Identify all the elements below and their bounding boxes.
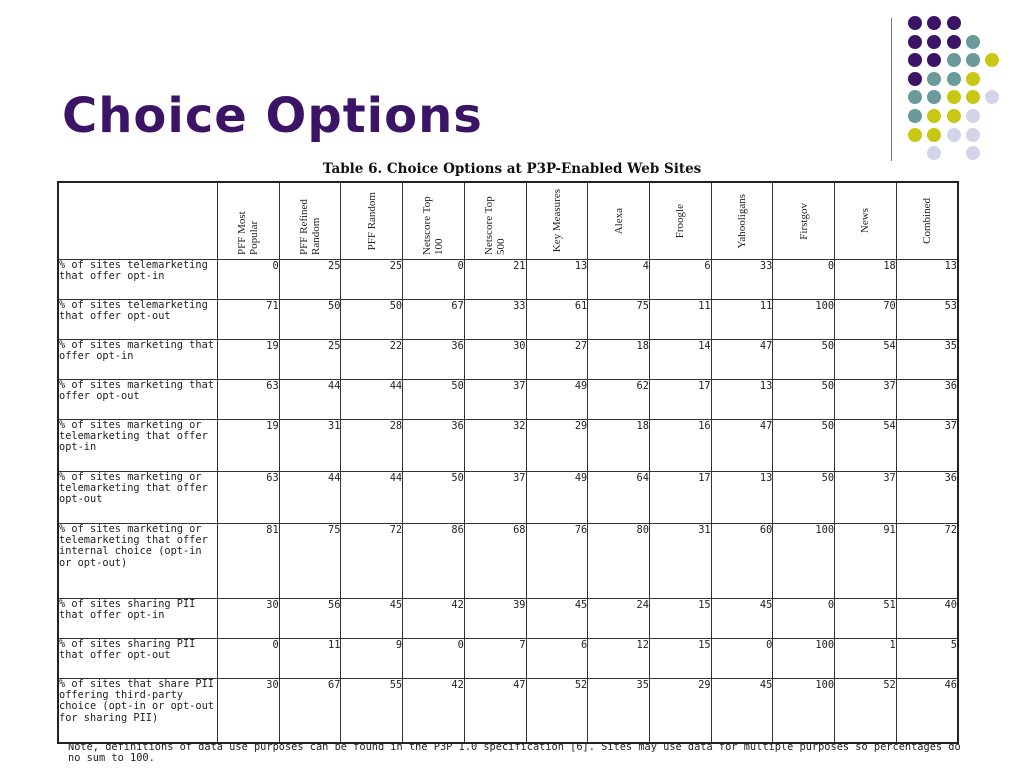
value-cell: 64 <box>588 472 650 524</box>
decorative-dot <box>908 90 922 104</box>
column-header-label: Netscore Top 100 <box>421 196 446 255</box>
value-cell: 54 <box>835 420 897 472</box>
decorative-dot <box>927 109 941 123</box>
column-header-label: Firstgov <box>797 202 810 240</box>
value-cell: 16 <box>649 420 711 472</box>
table-row <box>58 420 958 472</box>
column-header <box>588 182 650 260</box>
value-cell: 51 <box>835 599 897 639</box>
value-cell: 100 <box>773 679 835 743</box>
column-header-label: PFF Refined Random <box>298 199 323 255</box>
decorative-dot <box>985 53 999 67</box>
table-row <box>58 380 958 420</box>
choice-options-table <box>57 181 959 744</box>
decorative-dot <box>947 109 961 123</box>
value-cell: 37 <box>896 420 958 472</box>
value-cell: 52 <box>526 679 588 743</box>
decorative-dot <box>966 128 980 142</box>
table-row <box>58 472 958 524</box>
row-label: % of sites that share PII offering third-party choice (opt-in or opt-out for sharing PII) <box>58 679 218 743</box>
value-cell: 11 <box>279 639 341 679</box>
table-row <box>58 340 958 380</box>
column-header-label: PFF Most Popular <box>236 211 261 255</box>
decorative-dot <box>947 90 961 104</box>
value-cell: 50 <box>279 300 341 340</box>
value-cell: 36 <box>896 380 958 420</box>
value-cell: 21 <box>464 260 526 300</box>
decorative-dot-grid <box>0 0 1024 170</box>
value-cell: 46 <box>896 679 958 743</box>
value-cell: 17 <box>649 380 711 420</box>
value-cell: 100 <box>773 300 835 340</box>
value-cell: 0 <box>403 639 465 679</box>
value-cell: 44 <box>279 380 341 420</box>
value-cell: 54 <box>835 340 897 380</box>
value-cell: 91 <box>835 524 897 599</box>
table-row <box>58 524 958 599</box>
decorative-dot <box>966 35 980 49</box>
row-label: % of sites sharing PII that offer opt-out <box>58 639 218 679</box>
value-cell: 50 <box>773 472 835 524</box>
value-cell: 75 <box>588 300 650 340</box>
column-header <box>649 182 711 260</box>
column-header <box>896 182 958 260</box>
value-cell: 31 <box>279 420 341 472</box>
value-cell: 17 <box>649 472 711 524</box>
value-cell: 50 <box>403 380 465 420</box>
value-cell: 72 <box>341 524 403 599</box>
value-cell: 30 <box>218 679 280 743</box>
value-cell: 15 <box>649 639 711 679</box>
value-cell: 37 <box>464 380 526 420</box>
value-cell: 12 <box>588 639 650 679</box>
decorative-dot <box>927 146 941 160</box>
value-cell: 63 <box>218 472 280 524</box>
value-cell: 45 <box>711 599 773 639</box>
decorative-dot <box>908 109 922 123</box>
value-cell: 30 <box>218 599 280 639</box>
value-cell: 62 <box>588 380 650 420</box>
column-header-label: Combined <box>920 198 933 244</box>
value-cell: 0 <box>773 599 835 639</box>
table-note: Note, definitions of data use purposes can be found in the P3P 1.0 specification [6]. Sites may use data for multiple purposes so percentages do no sum to 100. <box>68 741 961 764</box>
value-cell: 50 <box>773 420 835 472</box>
value-cell: 37 <box>464 472 526 524</box>
column-header-label: Froogle <box>674 203 687 239</box>
value-cell: 6 <box>526 639 588 679</box>
value-cell: 53 <box>896 300 958 340</box>
value-cell: 52 <box>835 679 897 743</box>
value-cell: 18 <box>588 420 650 472</box>
value-cell: 45 <box>526 599 588 639</box>
value-cell: 11 <box>711 300 773 340</box>
decorative-dot <box>947 35 961 49</box>
value-cell: 71 <box>218 300 280 340</box>
value-cell: 31 <box>649 524 711 599</box>
value-cell: 45 <box>341 599 403 639</box>
value-cell: 0 <box>218 260 280 300</box>
value-cell: 60 <box>711 524 773 599</box>
column-header-label: Netscore Top 500 <box>483 196 508 255</box>
value-cell: 42 <box>403 599 465 639</box>
value-cell: 86 <box>403 524 465 599</box>
value-cell: 49 <box>526 380 588 420</box>
value-cell: 22 <box>341 340 403 380</box>
value-cell: 47 <box>711 420 773 472</box>
value-cell: 49 <box>526 472 588 524</box>
column-header-label: Alexa <box>612 207 625 235</box>
row-label: % of sites marketing that offer opt-in <box>58 340 218 380</box>
value-cell: 9 <box>341 639 403 679</box>
value-cell: 0 <box>711 639 773 679</box>
row-label: % of sites sharing PII that offer opt-in <box>58 599 218 639</box>
value-cell: 13 <box>711 472 773 524</box>
column-header <box>835 182 897 260</box>
decorative-dot <box>927 90 941 104</box>
value-cell: 67 <box>279 679 341 743</box>
value-cell: 44 <box>279 472 341 524</box>
value-cell: 70 <box>835 300 897 340</box>
decorative-dot <box>908 16 922 30</box>
row-label: % of sites marketing or telemarketing that offer internal choice (opt-in or opt-out) <box>58 524 218 599</box>
decorative-dot <box>947 53 961 67</box>
value-cell: 5 <box>896 639 958 679</box>
row-label: % of sites telemarketing that offer opt-in <box>58 260 218 300</box>
value-cell: 13 <box>711 380 773 420</box>
value-cell: 55 <box>341 679 403 743</box>
decorative-dot <box>966 90 980 104</box>
decorative-dot <box>927 16 941 30</box>
value-cell: 47 <box>464 679 526 743</box>
decorative-dot <box>966 109 980 123</box>
value-cell: 32 <box>464 420 526 472</box>
column-header-label: Key Measures <box>550 189 563 253</box>
row-label: % of sites marketing or telemarketing that offer opt-out <box>58 472 218 524</box>
value-cell: 29 <box>649 679 711 743</box>
value-cell: 14 <box>649 340 711 380</box>
value-cell: 19 <box>218 420 280 472</box>
value-cell: 6 <box>649 260 711 300</box>
decorative-dot <box>947 128 961 142</box>
column-header <box>218 182 280 260</box>
value-cell: 68 <box>464 524 526 599</box>
value-cell: 0 <box>403 260 465 300</box>
value-cell: 40 <box>896 599 958 639</box>
table-row <box>58 639 958 679</box>
decorative-dot <box>947 16 961 30</box>
column-header <box>526 182 588 260</box>
value-cell: 80 <box>588 524 650 599</box>
decorative-dot <box>985 90 999 104</box>
value-cell: 15 <box>649 599 711 639</box>
column-header <box>279 182 341 260</box>
column-header-label: PFF Random <box>365 191 378 251</box>
value-cell: 18 <box>588 340 650 380</box>
value-cell: 37 <box>835 380 897 420</box>
column-header-label: News <box>859 208 872 234</box>
row-label: % of sites marketing or telemarketing that offer opt-in <box>58 420 218 472</box>
value-cell: 50 <box>773 380 835 420</box>
value-cell: 30 <box>464 340 526 380</box>
value-cell: 76 <box>526 524 588 599</box>
value-cell: 19 <box>218 340 280 380</box>
value-cell: 0 <box>218 639 280 679</box>
column-header <box>464 182 526 260</box>
value-cell: 35 <box>896 340 958 380</box>
value-cell: 50 <box>773 340 835 380</box>
decorative-dot <box>908 128 922 142</box>
column-header <box>711 182 773 260</box>
value-cell: 36 <box>403 340 465 380</box>
value-cell: 50 <box>341 300 403 340</box>
column-header <box>403 182 465 260</box>
decorative-dot <box>908 72 922 86</box>
decorative-dot <box>966 146 980 160</box>
decorative-dot <box>927 53 941 67</box>
value-cell: 39 <box>464 599 526 639</box>
value-cell: 36 <box>403 420 465 472</box>
corner-cell <box>58 182 218 260</box>
value-cell: 25 <box>279 340 341 380</box>
value-cell: 13 <box>526 260 588 300</box>
row-label: % of sites telemarketing that offer opt-out <box>58 300 218 340</box>
table-row <box>58 679 958 743</box>
value-cell: 47 <box>711 340 773 380</box>
value-cell: 33 <box>464 300 526 340</box>
value-cell: 75 <box>279 524 341 599</box>
table-row <box>58 300 958 340</box>
value-cell: 42 <box>403 679 465 743</box>
value-cell: 63 <box>218 380 280 420</box>
slide-title: Choice Options <box>62 88 483 144</box>
value-cell: 50 <box>403 472 465 524</box>
table-caption: Table 6. Choice Options at P3P-Enabled Web Sites <box>322 161 702 177</box>
value-cell: 25 <box>341 260 403 300</box>
decorative-dot <box>908 53 922 67</box>
column-header <box>341 182 403 260</box>
decorative-dot <box>927 128 941 142</box>
value-cell: 56 <box>279 599 341 639</box>
value-cell: 25 <box>279 260 341 300</box>
row-label: % of sites marketing that offer opt-out <box>58 380 218 420</box>
value-cell: 44 <box>341 472 403 524</box>
value-cell: 100 <box>773 524 835 599</box>
value-cell: 11 <box>649 300 711 340</box>
value-cell: 72 <box>896 524 958 599</box>
column-header <box>773 182 835 260</box>
decorative-dot <box>966 53 980 67</box>
value-cell: 36 <box>896 472 958 524</box>
value-cell: 1 <box>835 639 897 679</box>
value-cell: 35 <box>588 679 650 743</box>
value-cell: 37 <box>835 472 897 524</box>
value-cell: 81 <box>218 524 280 599</box>
decorative-dot <box>947 72 961 86</box>
value-cell: 33 <box>711 260 773 300</box>
value-cell: 28 <box>341 420 403 472</box>
value-cell: 18 <box>835 260 897 300</box>
value-cell: 4 <box>588 260 650 300</box>
decorative-dot <box>927 35 941 49</box>
value-cell: 13 <box>896 260 958 300</box>
table-row <box>58 599 958 639</box>
value-cell: 45 <box>711 679 773 743</box>
value-cell: 0 <box>773 260 835 300</box>
decorative-dot <box>966 72 980 86</box>
divider-line <box>891 18 892 161</box>
table-header-row <box>58 182 958 260</box>
decorative-dot <box>908 35 922 49</box>
table-row <box>58 260 958 300</box>
value-cell: 29 <box>526 420 588 472</box>
value-cell: 7 <box>464 639 526 679</box>
decorative-dot <box>927 72 941 86</box>
value-cell: 100 <box>773 639 835 679</box>
value-cell: 44 <box>341 380 403 420</box>
value-cell: 67 <box>403 300 465 340</box>
value-cell: 27 <box>526 340 588 380</box>
value-cell: 61 <box>526 300 588 340</box>
value-cell: 24 <box>588 599 650 639</box>
column-header-label: Yahooligans <box>735 193 748 249</box>
